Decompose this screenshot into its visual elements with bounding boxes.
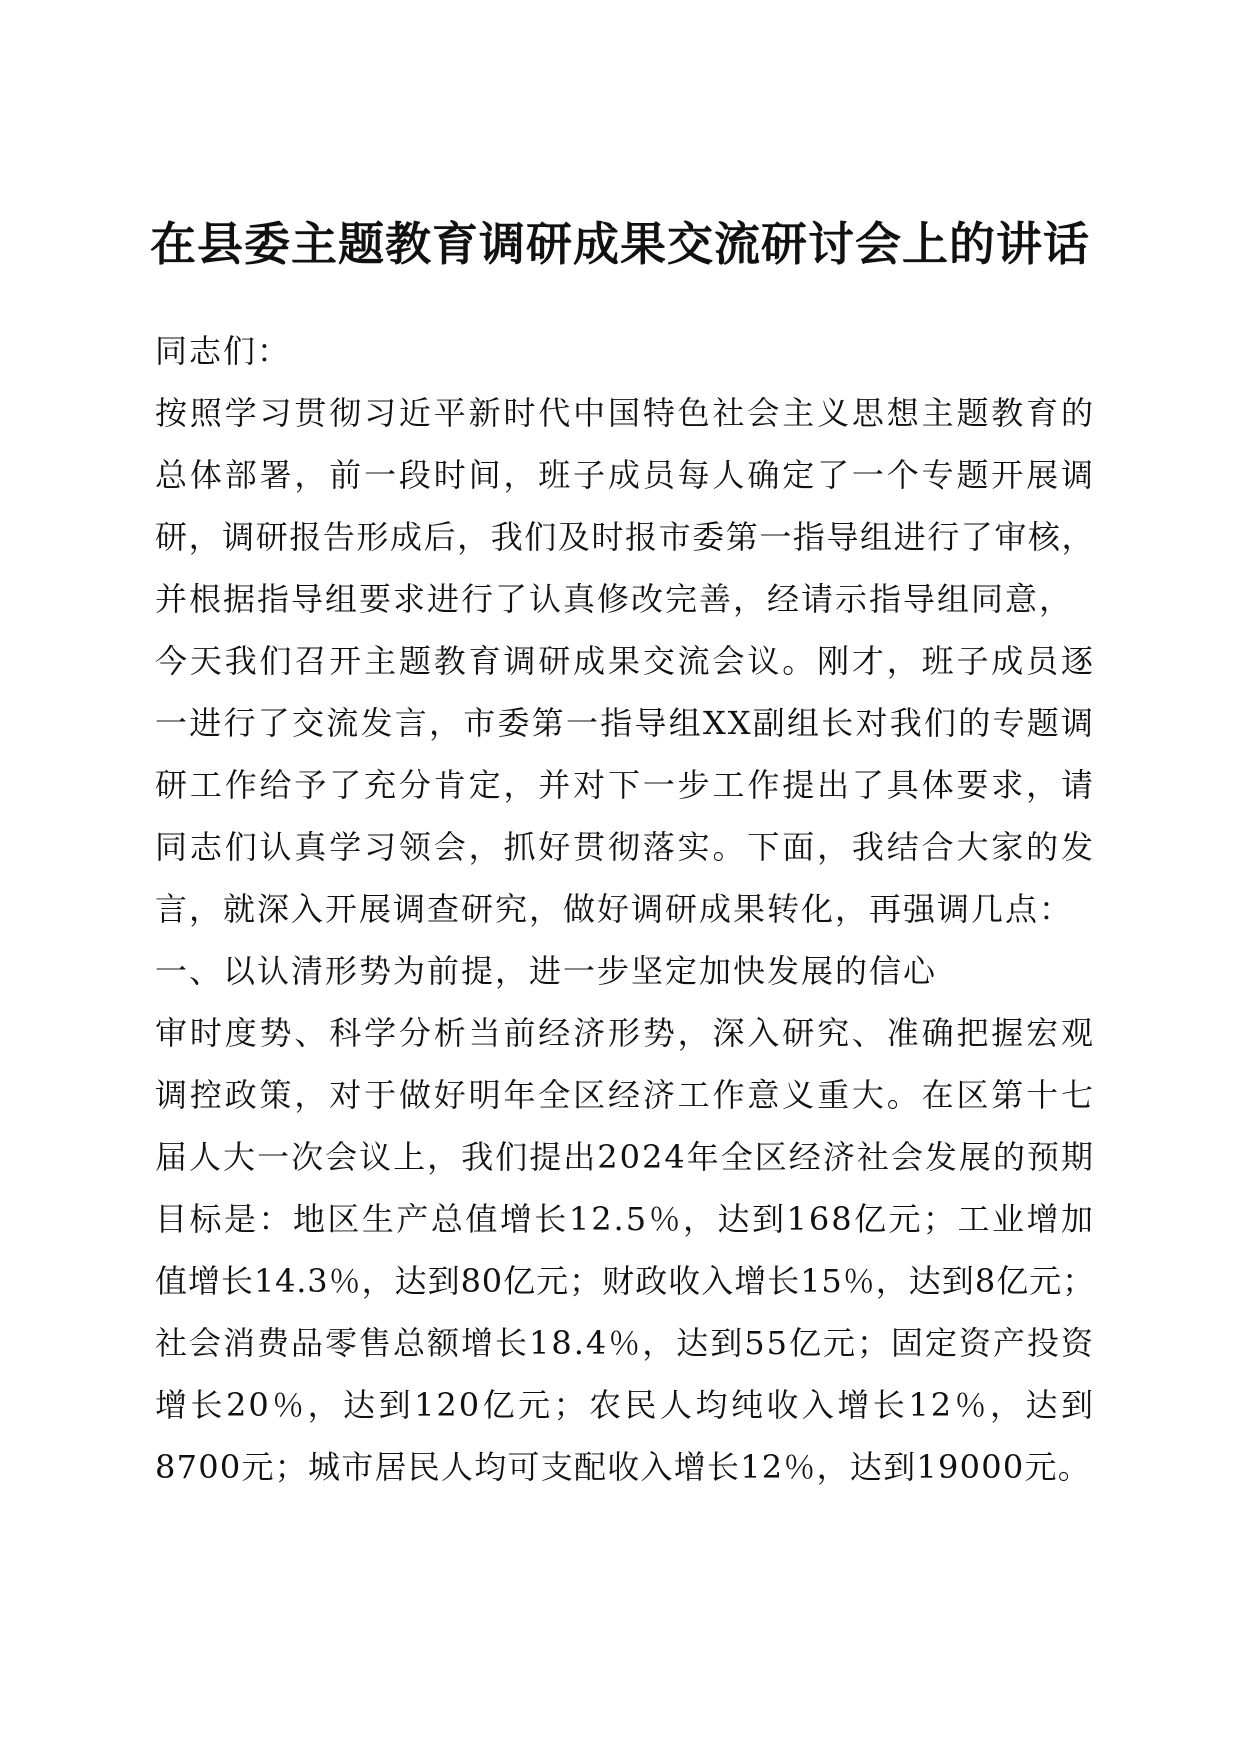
paragraph-line: 研工作给予了充分肯定，并对下一步工作提出了具体要求，请 xyxy=(155,766,1095,804)
paragraph-line: 值增长14.3％，达到80亿元；财政收入增长15％，达到8亿元； xyxy=(155,1262,1095,1300)
paragraph-line: 研，调研报告形成后，我们及时报市委第一指导组进行了审核， xyxy=(155,518,1095,556)
paragraph-line: 目标是：地区生产总值增长12.5％，达到168亿元；工业增加 xyxy=(155,1200,1095,1238)
paragraph-line: 一进行了交流发言，市委第一指导组XX副组长对我们的专题调 xyxy=(155,704,1095,742)
paragraph-line: 审时度势、科学分析当前经济形势，深入研究、准确把握宏观 xyxy=(155,1014,1095,1052)
paragraph-line: 8700元；城市居民人均可支配收入增长12％，达到19000元。 xyxy=(155,1448,1091,1486)
paragraph-line: 调控政策，对于做好明年全区经济工作意义重大。在区第十七 xyxy=(155,1076,1095,1114)
paragraph-line: 届人大一次会议上，我们提出2024年全区经济社会发展的预期 xyxy=(155,1138,1095,1176)
paragraph-line: 今天我们召开主题教育调研成果交流会议。刚才，班子成员逐 xyxy=(155,642,1095,680)
salutation: 同志们： xyxy=(155,332,292,370)
paragraph-line: 总体部署，前一段时间，班子成员每人确定了一个专题开展调 xyxy=(155,456,1095,494)
paragraph-line: 增长20％，达到120亿元；农民人均纯收入增长12％，达到 xyxy=(155,1386,1095,1424)
paragraph-line: 按照学习贯彻习近平新时代中国特色社会主义思想主题教育的 xyxy=(155,394,1095,432)
paragraph-line: 并根据指导组要求进行了认真修改完善，经请示指导组同意， xyxy=(155,580,1074,618)
document-body xyxy=(155,320,1095,1498)
section-heading: 一、以认清形势为前提，进一步坚定加快发展的信心 xyxy=(155,952,938,990)
document-title: 在县委主题教育调研成果交流研讨会上的讲话 xyxy=(150,217,1090,271)
paragraph-line: 同志们认真学习领会，抓好贯彻落实。下面，我结合大家的发 xyxy=(155,828,1095,866)
paragraph-line: 言，就深入开展调查研究，做好调研成果转化，再强调几点： xyxy=(155,890,1074,928)
paragraph-line: 社会消费品零售总额增长18.4％，达到55亿元；固定资产投资 xyxy=(155,1324,1095,1362)
